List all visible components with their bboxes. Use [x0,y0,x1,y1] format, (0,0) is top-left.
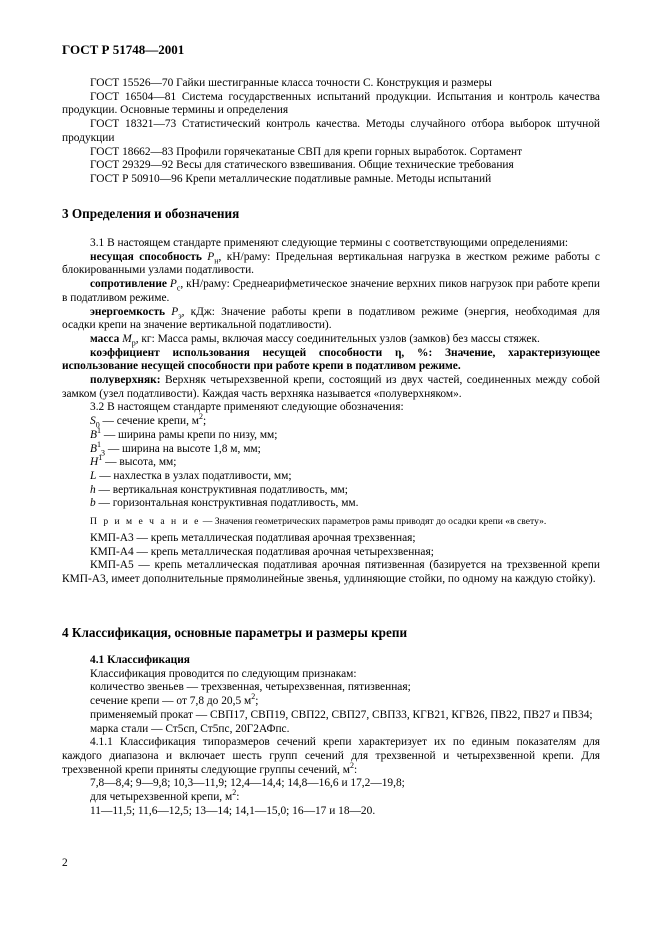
term-resistance: сопротивление $P_с$, кН/раму: Среднеарифметическое значение верхних пиков нагрузок при работе крепи в податливом режиме. [62,278,600,304]
term-half-crown: полуверхняк: Верхняк четырехзвенной крепи, состоящий из двух частей, соединенных между собой замком (узел податливости). Каждая часть верхняка называется «полуверхняком». [62,374,600,400]
symbol-item: $B^1$ — ширина рамы крепи по низу, мм; [90,426,278,441]
subsection-title: 4.1 Классификация [90,654,190,666]
section-3-body [62,237,600,587]
symbols-intro: 3.2 В настоящем стандарте применяют следующие обозначения: [90,401,404,414]
classification-line: Классификация проводится по следующим признакам: [90,667,357,680]
reference-item: ГОСТ Р 50910—96 Крепи металлические податливые рамные. Методы испытаний [90,172,492,185]
page-number: 2 [62,857,68,869]
classification-paragraph: 4.1.1 Классификация типоразмеров сечений крепи характеризует их по единым показателям для каждого диапазона и включает шесть групп сечений для трехзвенной и четырехзвенной крепи. Для трехзвенной крепи приняты следующие группы сечений, $м^2$: [62,736,600,776]
section-groups-four-link: 11—11,5; 11,6—12,5; 13—14; 14,1—15,0; 16—17 и 18—20. [90,804,376,817]
classification-line: для четырехзвенной крепи, $м^2$: [90,788,240,804]
classification-line: марка стали — Ст5сп, Ст5пс, 20Г2АФпс. [90,722,290,735]
section-groups-three-link: 7,8—8,4; 9—9,8; 10,3—11,9; 12,4—14,4; 14,8—16,6 и 17,2—19,8; [90,777,405,790]
symbol-item: L — нахлестка в узлах податливости, мм; [90,469,292,482]
symbol-item: b — горизонтальная конструктивная податливость, мм. [90,497,359,510]
reference-item: ГОСТ 29329—92 Весы для статического взвешивания. Общие технические требования [90,159,514,172]
reference-item: ГОСТ 18321—73 Статистический контроль качества. Методы случайного отбора выборок штучной продукции [62,118,600,144]
classification-line: количество звеньев — трехзвенная, четырехзвенная, пятизвенная; [90,681,411,694]
classification-line: сечение крепи — от 7,8 до 20,5 $м^2$; [90,692,259,708]
note: П р и м е ч а н и е — Значения геометрических параметров рамы приводят до осадки крепи «в свету». [90,516,547,528]
term-mass: масса $M_р$, кг: Масса рамы, включая массу соединительных узлов (замков) без массы стяжек. [90,332,540,348]
symbol-item: h — вертикальная конструктивная податливость, мм; [90,483,348,496]
symbol-item: $H^1$ — высота, мм; [90,453,177,469]
term-bearing-capacity: несущая способность $P_н$, кН/раму: Предельная вертикальная нагрузка в жестком режиме работы с блокированными узлами податливости. [62,250,600,277]
support-type-a4: КМП-А4 — крепь металлическая податливая арочная четырехзвенная; [90,545,434,558]
document-header: ГОСТ Р 51748—2001 [62,42,185,57]
section-3-title: 3 Определения и обозначения [62,206,240,221]
classification-line: применяемый прокат — СВП17, СВП19, СВП22, СВП27, СВП33, КГВ21, КГВ26, ПВ22, ПВ27 и ПВ34; [90,708,593,721]
symbol-item: $S_0$ — сечение крепи, $м^2$; [90,412,207,430]
definitions-intro: 3.1 В настоящем стандарте применяют следующие термины с соответствующими определениями: [90,237,569,249]
references-list [62,77,600,187]
support-type-a5: КМП-А5 — крепь металлическая податливая арочная пятизвенная (базируется на трехзвенной крепи КМП-А3, имеет дополнительные прямолинейные звенья, удлиняющие стойки, по одному на каждую стойку). [62,559,600,586]
support-type-a3: КМП-А3 — крепь металлическая податливая арочная трехзвенная; [90,532,416,545]
reference-item: ГОСТ 15526—70 Гайки шестигранные класса точности С. Конструкция и размеры [90,77,492,89]
reference-item: ГОСТ 18662—83 Профили горячекатаные СВП для крепи горных выработок. Сортамент [90,145,523,158]
section-4-title: 4 Классификация, основные параметры и размеры крепи [62,625,408,640]
reference-item: ГОСТ 16504—81 Система государственных испытаний продукции. Испытания и контроль качества продукции. Основные термины и определения [62,90,600,117]
term-utilization-coefficient: коэффициент использования несущей способности η, %: Значение, характеризующее использование несущей способности при работе крепи в податливом режиме. [62,346,600,373]
symbol-item: $B^1_3$ — ширина на высоте 1,8 м, мм; [90,439,261,457]
term-energy-capacity: энергоемкость $P_э$, кДж: Значение работы крепи в податливом режиме (энергия, необходимая для осадки крепи на значение вертикальной податливости). [62,305,600,332]
section-4-body [62,654,600,818]
